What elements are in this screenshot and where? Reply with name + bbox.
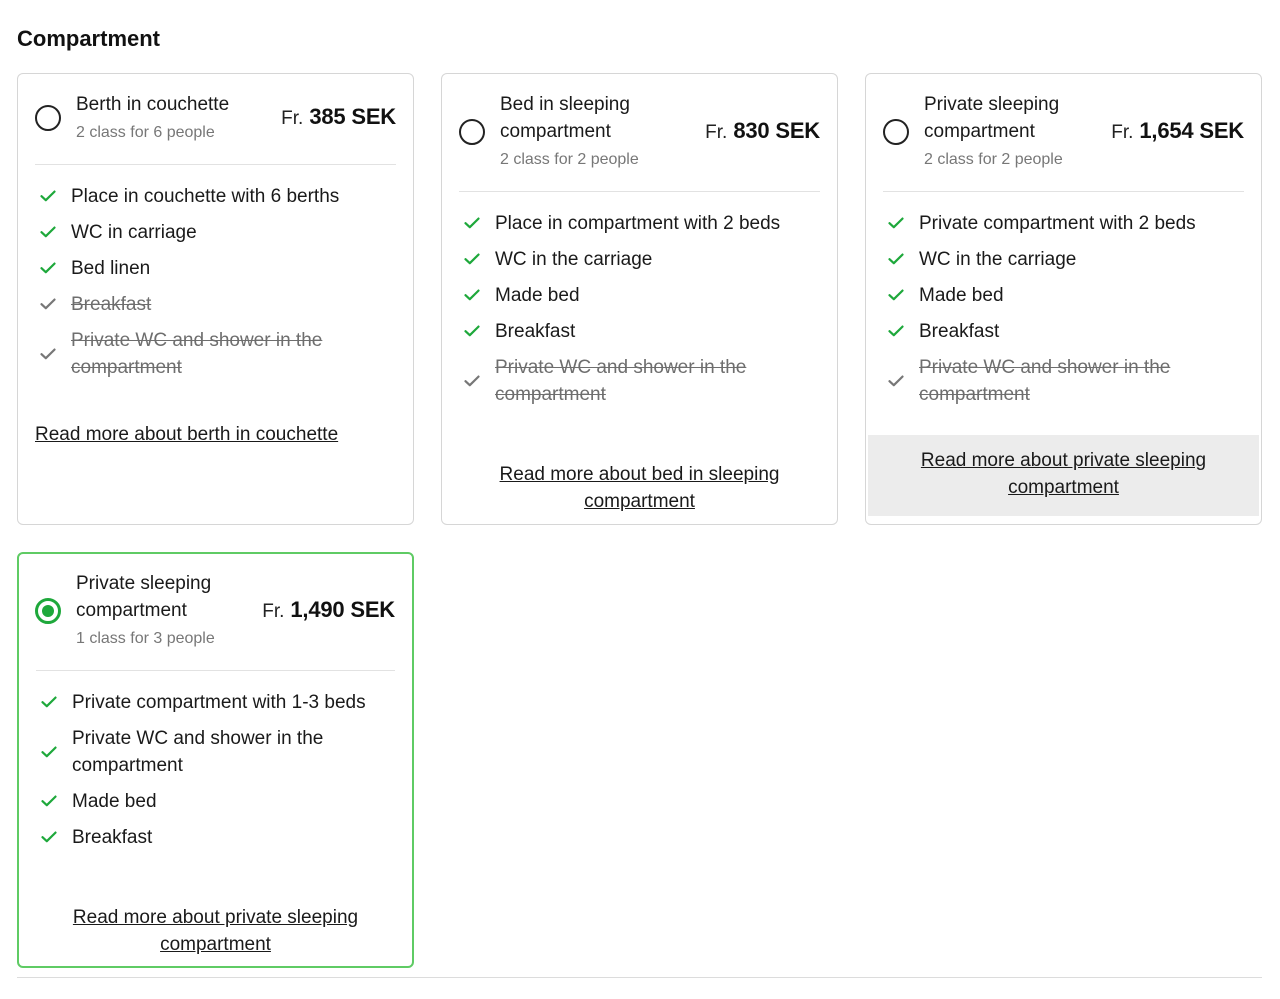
price-label <box>1111 118 1244 144</box>
check-icon <box>40 298 56 310</box>
check-icon <box>40 190 56 202</box>
feature-text: Private WC and shower in the compartment <box>919 357 1171 405</box>
compartment-card[interactable] <box>17 552 414 968</box>
check-icon <box>41 696 57 708</box>
feature-text: Private WC and shower in the compartment <box>71 330 323 378</box>
option-radio[interactable] <box>883 119 909 145</box>
check-icon <box>888 253 904 265</box>
price-prefix: Fr. <box>705 122 728 143</box>
check-icon <box>40 226 56 238</box>
price-label <box>705 118 820 144</box>
feature-text: Made bed <box>919 285 1004 306</box>
check-icon <box>888 375 904 387</box>
feature-text: Place in couchette with 6 berths <box>71 186 340 207</box>
card-title: Bed in sleeping compartment <box>500 94 630 142</box>
card-title: Berth in couchette <box>76 94 230 115</box>
card-subtitle: 2 class for 6 people <box>76 124 215 141</box>
price-label <box>281 104 396 130</box>
feature-item <box>888 278 1244 314</box>
feature-text: Private compartment with 1-3 beds <box>72 692 366 713</box>
feature-item <box>464 350 820 413</box>
feature-text: Breakfast <box>71 294 152 315</box>
price-amount: 1,654 SEK <box>1139 118 1244 143</box>
feature-item <box>464 278 820 314</box>
option-radio[interactable] <box>459 119 485 145</box>
feature-list <box>888 206 1244 413</box>
feature-text: Breakfast <box>919 321 1000 342</box>
feature-text: Made bed <box>72 791 157 812</box>
price-label <box>262 597 395 623</box>
feature-text: Breakfast <box>495 321 576 342</box>
card-title: Private sleeping compartment <box>76 573 212 621</box>
read-more-link[interactable]: Read more about private sleeping compartment <box>72 907 359 955</box>
price-prefix: Fr. <box>262 601 285 622</box>
feature-item <box>41 721 395 784</box>
check-icon <box>41 831 57 843</box>
check-icon <box>464 375 480 387</box>
card-header <box>36 554 395 671</box>
feature-list <box>41 685 395 856</box>
feature-item <box>888 206 1244 242</box>
check-icon <box>41 746 57 758</box>
section-title: Compartment <box>17 26 161 51</box>
compartment-card[interactable] <box>441 73 838 525</box>
feature-text: Private WC and shower in the compartment <box>72 728 324 776</box>
check-icon <box>888 325 904 337</box>
feature-item <box>464 242 820 278</box>
read-more-link[interactable]: Read more about berth in couchette <box>35 424 339 445</box>
feature-text: Private WC and shower in the compartment <box>495 357 747 405</box>
feature-item <box>41 784 395 820</box>
card-header <box>459 74 820 192</box>
feature-text: Place in compartment with 2 beds <box>495 213 781 234</box>
card-subtitle: 2 class for 2 people <box>924 151 1063 168</box>
check-icon <box>888 289 904 301</box>
compartment-card[interactable] <box>17 73 414 525</box>
feature-text: WC in the carriage <box>919 249 1077 270</box>
price-amount: 385 SEK <box>309 104 396 129</box>
feature-text: Breakfast <box>72 827 153 848</box>
feature-item <box>40 251 396 287</box>
price-amount: 1,490 SEK <box>290 597 395 622</box>
feature-text: Made bed <box>495 285 580 306</box>
feature-text: WC in the carriage <box>495 249 653 270</box>
read-more-link[interactable]: Read more about private sleeping compartment <box>868 435 1259 516</box>
feature-item <box>41 685 395 721</box>
option-radio[interactable] <box>35 598 61 624</box>
feature-item <box>464 206 820 242</box>
card-header <box>35 74 396 165</box>
option-radio[interactable] <box>35 105 61 131</box>
feature-item <box>40 323 396 386</box>
card-subtitle: 2 class for 2 people <box>500 151 639 168</box>
feature-item <box>40 179 396 215</box>
card-header <box>883 74 1244 192</box>
feature-item <box>40 287 396 323</box>
feature-list <box>464 206 820 413</box>
check-icon <box>888 217 904 229</box>
check-icon <box>40 348 56 360</box>
price-prefix: Fr. <box>281 108 304 129</box>
divider <box>17 977 1262 978</box>
feature-item <box>888 314 1244 350</box>
feature-item <box>40 215 396 251</box>
feature-text: Private compartment with 2 beds <box>919 213 1196 234</box>
check-icon <box>464 253 480 265</box>
check-icon <box>464 289 480 301</box>
feature-text: WC in carriage <box>71 222 197 243</box>
feature-text: Bed linen <box>71 258 151 279</box>
check-icon <box>464 217 480 229</box>
feature-list <box>40 179 396 386</box>
check-icon <box>40 262 56 274</box>
radio-selected-dot <box>42 605 54 617</box>
price-prefix: Fr. <box>1111 122 1134 143</box>
price-amount: 830 SEK <box>733 118 820 143</box>
feature-item <box>41 820 395 856</box>
check-icon <box>41 795 57 807</box>
card-title: Private sleeping compartment <box>924 94 1060 142</box>
feature-item <box>888 350 1244 413</box>
compartment-card[interactable] <box>865 73 1262 525</box>
read-more-link[interactable]: Read more about bed in sleeping compartment <box>499 464 780 512</box>
check-icon <box>464 325 480 337</box>
card-subtitle: 1 class for 3 people <box>76 630 215 647</box>
feature-item <box>464 314 820 350</box>
feature-item <box>888 242 1244 278</box>
